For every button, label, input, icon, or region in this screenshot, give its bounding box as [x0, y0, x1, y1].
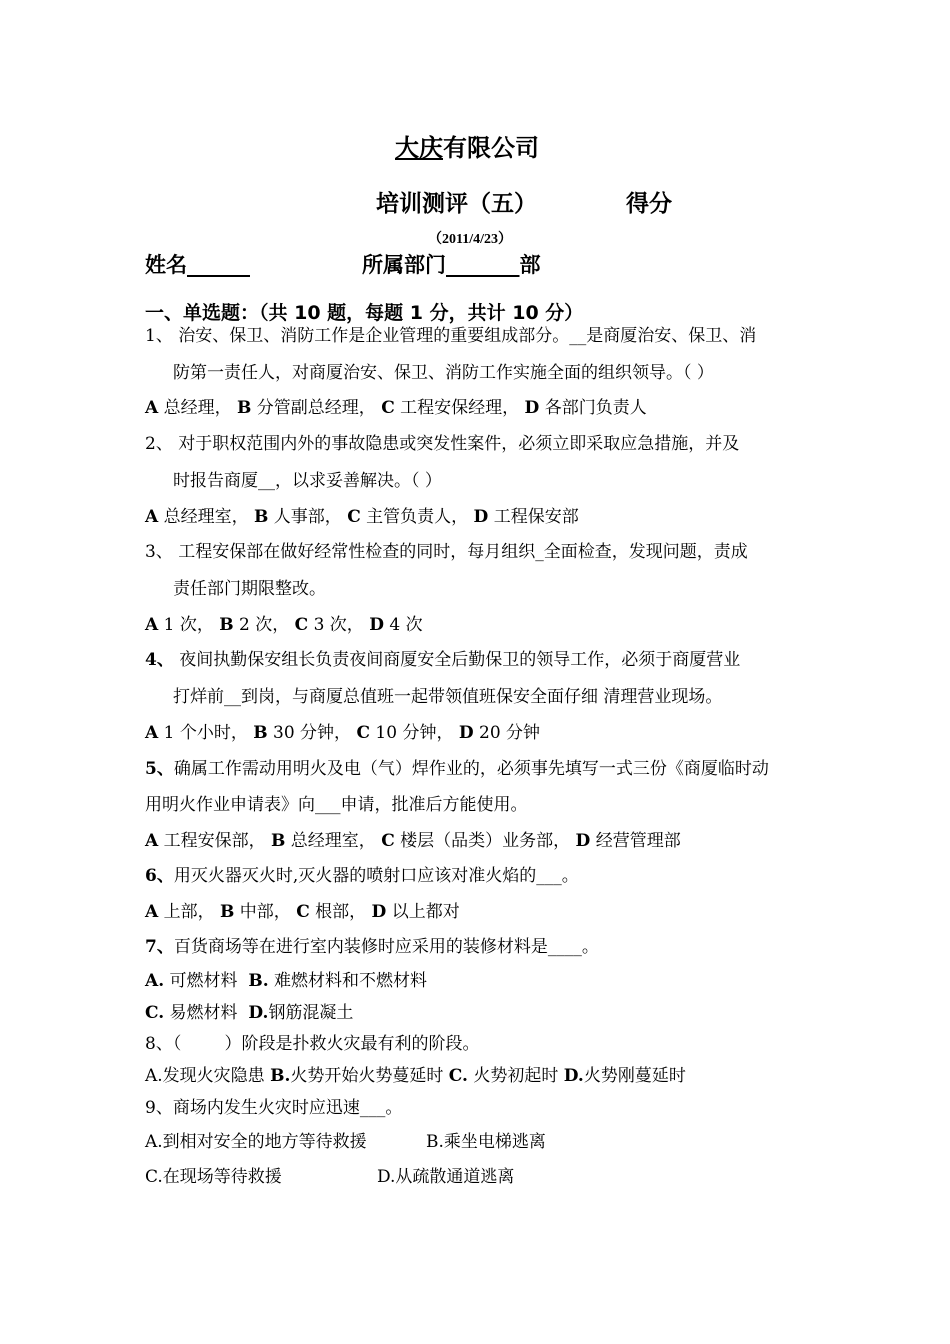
question-9-option-b: B.乘坐电梯逃离 — [426, 1132, 546, 1152]
question-3-line-1: 3、 工程安保部在做好经常性检查的同时，每月组织_全面检查，发现问题，责成 — [145, 542, 748, 562]
question-2-line-2: 时报告商厦__，以求妥善解决。（ ） — [173, 471, 442, 491]
question-4-options: A 1 个小时， B 30 分钟， C 10 分钟， D 20 分钟 — [145, 723, 541, 743]
question-1-line-2: 防第一责任人，对商厦治安、保卫、消防工作实施全面的组织领导。（ ） — [173, 363, 714, 383]
question-1-options: A 总经理， B 分管副总经理， C 工程安保经理， D 各部门负责人 — [145, 398, 647, 418]
department-field: 所属部门_______部 — [362, 253, 541, 277]
question-7-options-ab: A. 可燃材料 B. 难燃材料和不燃材料 — [145, 971, 428, 991]
question-8-line-1: 8、（ ）阶段是扑救火灾最有利的阶段。 — [145, 1034, 480, 1054]
question-7-line-1: 7、百货商场等在进行室内装修时应采用的装修材料是____。 — [145, 937, 599, 957]
question-3-options: A 1 次， B 2 次， C 3 次， D 4 次 — [145, 615, 423, 635]
section-heading: 一、单选题：（共 10 题，每题 1 分，共计 10 分） — [145, 302, 584, 324]
test-title: 培训测评（五） — [376, 191, 537, 217]
question-9-option-d: D.从疏散通道逃离 — [377, 1167, 515, 1187]
question-5-options: A 工程安保部， B 总经理室， C 楼层（品类）业务部， D 经营管理部 — [145, 831, 681, 851]
company-name-underlined: 大庆 — [395, 134, 443, 162]
name-field: 姓名______ — [145, 253, 250, 277]
question-6-options: A 上部， B 中部， C 根部， D 以上都对 — [145, 902, 460, 922]
question-2-options: A 总经理室， B 人事部， C 主管负责人， D 工程保安部 — [145, 507, 579, 527]
question-9-option-c: C.在现场等待救援 — [145, 1167, 282, 1187]
question-7-options-cd: C. 易燃材料 D.钢筋混凝土 — [145, 1003, 354, 1023]
question-6-line-1: 6、用灭火器灭火时,灭火器的喷射口应该对准火焰的___。 — [145, 866, 579, 886]
question-4-line-1: 4、 夜间执勤保安组长负责夜间商厦安全后勤保卫的领导工作，必须于商厦营业 — [145, 650, 741, 670]
question-8-options: A.发现火灾隐患 B.火势开始火势蔓延时 C. 火势初起时 D.火势刚蔓延时 — [145, 1066, 686, 1086]
question-2-line-1: 2、 对于职权范围内外的事故隐患或突发性案件，必须立即采取应急措施，并及 — [145, 434, 740, 454]
test-date: （2011/4/23） — [428, 232, 513, 247]
question-3-line-2: 责任部门期限整改。 — [173, 579, 326, 599]
company-name-suffix: 有限公司 — [443, 134, 539, 162]
score-label: 得分 — [626, 191, 672, 217]
question-9-option-a: A.到相对安全的地方等待救援 — [145, 1132, 367, 1152]
question-5-line-1: 5、确属工作需动用明火及电（气）焊作业的，必须事先填写一式三份《商厦临时动 — [145, 759, 769, 779]
question-9-line-1: 9、商场内发生火灾时应迅速___。 — [145, 1098, 403, 1118]
question-1-line-1: 1、 治安、保卫、消防工作是企业管理的重要组成部分。__是商厦治安、保卫、消 — [145, 326, 757, 346]
question-4-line-2: 打烊前__到岗，与商厦总值班一起带领值班保安全面仔细 清理营业现场。 — [173, 687, 723, 707]
question-5-line-2: 用明火作业申请表》向___申请，批准后方能使用。 — [145, 795, 528, 815]
company-title — [395, 128, 539, 163]
